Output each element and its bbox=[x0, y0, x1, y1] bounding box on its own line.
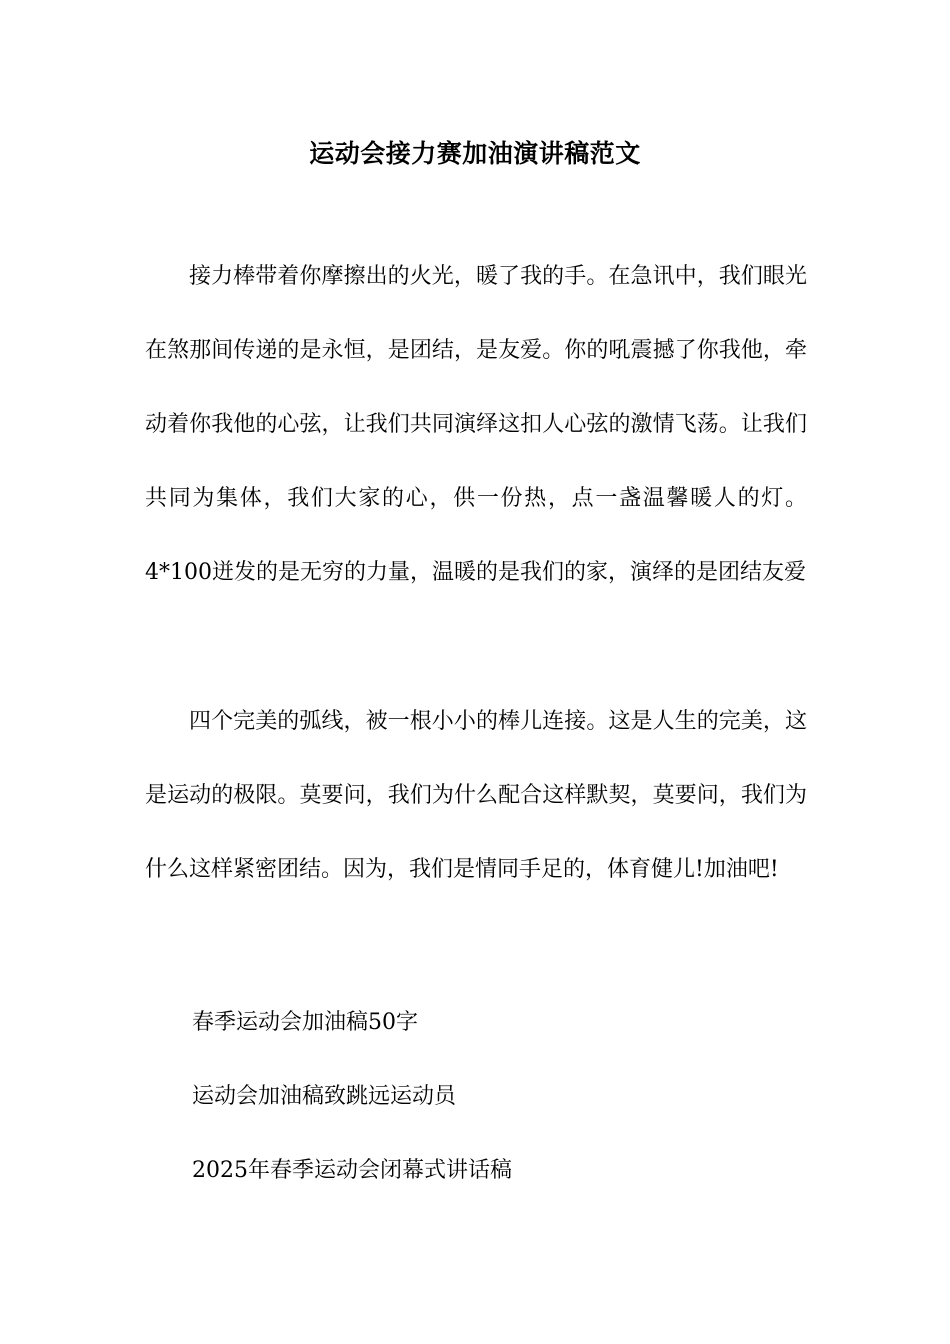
related-item-closing-speech: 2025年春季运动会闭幕式讲话稿 bbox=[192, 1158, 512, 1183]
paragraph-1: 接力棒带着你摩擦出的火光，暖了我的手。在急讯中，我们眼光在煞那间传递的是永恒，是团结，是友爱。你的吼震撼了你我他，牵动着你我他的心弦，让我们共同演绎这扣人心弦的激情飞荡。让我们共同为集体，我们大家的心，供一份热，点一盏温馨暖人的灯。4*100迸发的是无穷的力量，温暖的是我们的家，演绎的是团结友爱 bbox=[145, 264, 807, 585]
document-title: 运动会接力赛加油演讲稿范文 bbox=[309, 139, 641, 168]
paragraph-2: 四个完美的弧线，被一根小小的棒儿连接。这是人生的完美，这是运动的极限。莫要问，我们为什么配合这样默契，莫要问，我们为什么这样紧密团结。因为，我们是情同手足的，体育健儿!加油吧! bbox=[145, 709, 807, 882]
related-item-spring-cheer: 春季运动会加油稿50字 bbox=[192, 1010, 418, 1035]
related-item-long-jump-cheer: 运动会加油稿致跳远运动员 bbox=[192, 1084, 457, 1109]
